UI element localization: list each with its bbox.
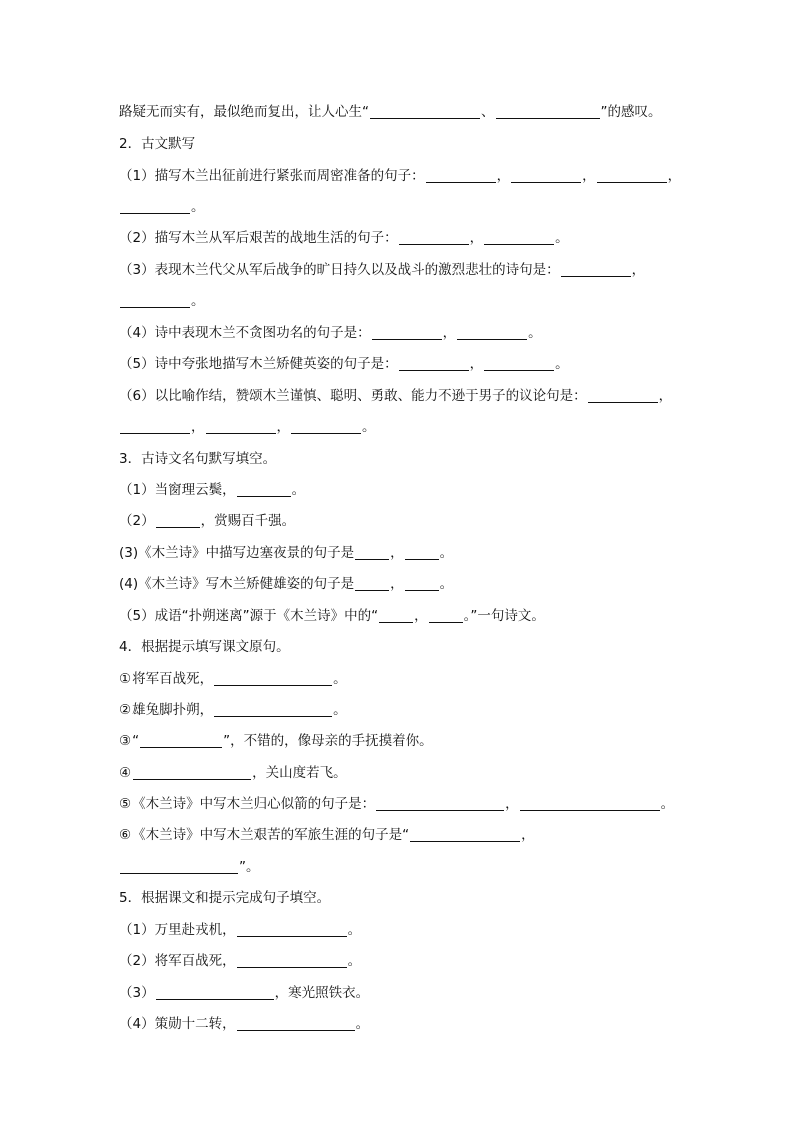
sec5-q2 <box>119 952 361 970</box>
sec4-q1 <box>119 670 347 688</box>
separator: ， <box>390 545 404 561</box>
circled-number: ⑥ <box>119 827 132 843</box>
sec2-q3 <box>119 261 645 279</box>
answer-blank[interactable] <box>410 827 520 842</box>
question-label: (3)《木兰诗》中描写边塞夜景的句子是 <box>119 545 355 561</box>
circled-number: ② <box>119 702 132 718</box>
sec4-q3 <box>119 732 433 750</box>
answer-blank[interactable] <box>511 168 581 183</box>
period: 。 <box>555 230 569 246</box>
answer-blank[interactable] <box>291 419 361 434</box>
sec2-q6 <box>119 387 672 405</box>
sec4-q6 <box>119 826 535 844</box>
answer-blank[interactable] <box>379 608 413 623</box>
answer-blank[interactable] <box>457 325 527 340</box>
answer-blank[interactable] <box>370 104 480 119</box>
answer-blank[interactable] <box>214 671 332 686</box>
answer-blank[interactable] <box>561 262 631 277</box>
sec2-q3-cont <box>119 292 205 310</box>
question-text: ”。 <box>239 859 260 875</box>
sec5-q4 <box>119 1015 369 1033</box>
question-label: (4)《木兰诗》写木兰矫健雄姿的句子是 <box>119 576 355 592</box>
sec2-q2 <box>119 229 569 247</box>
sec5-q1 <box>119 921 361 939</box>
question-label: （2）描写木兰从军后艰苦的战地生活的句子： <box>119 230 398 246</box>
sec3-q4 <box>119 575 453 593</box>
period: 。 <box>333 702 347 718</box>
question-label: （5）成语“扑朔迷离”源于《木兰诗》中的“ <box>119 608 379 624</box>
answer-blank[interactable] <box>496 104 600 119</box>
sec2-q1 <box>119 167 681 185</box>
answer-blank[interactable] <box>120 293 190 308</box>
question-text: ”，不错的，像母亲的手抚摸着你。 <box>223 733 433 749</box>
sec4-q6-cont <box>119 858 260 876</box>
question-label: （1）当窗理云鬓， <box>119 482 236 498</box>
separator: ， <box>521 827 535 843</box>
question-label: （2）将军百战死， <box>119 953 236 969</box>
period: 。 <box>355 1016 370 1032</box>
separator: ， <box>496 168 511 184</box>
question-label: 雄兔脚扑朔， <box>132 702 214 718</box>
answer-blank[interactable] <box>237 482 291 497</box>
period: 。 <box>191 199 205 215</box>
question-label: （1）描写木兰出征前进行紧张而周密准备的句子： <box>119 168 425 184</box>
separator: ， <box>469 356 484 372</box>
sec4-q5 <box>119 795 674 813</box>
sec3-q5 <box>119 607 545 625</box>
answer-blank[interactable] <box>237 922 347 937</box>
answer-blank[interactable] <box>156 985 274 1000</box>
period: 。 <box>555 356 569 372</box>
intro-text-3: ”的感叹。 <box>600 104 662 120</box>
separator: ， <box>631 262 646 278</box>
question-label: “ <box>132 733 140 749</box>
answer-blank[interactable] <box>399 356 469 371</box>
answer-blank[interactable] <box>588 388 658 403</box>
question-label: （5）诗中夸张地描写木兰矫健英姿的句子是： <box>119 356 398 372</box>
answer-blank[interactable] <box>597 168 667 183</box>
answer-blank[interactable] <box>237 953 347 968</box>
section-3-title: 3．古诗文名句默写填空。 <box>119 451 277 467</box>
sec2-q6-cont <box>119 418 376 436</box>
separator: ， <box>276 419 290 435</box>
answer-blank[interactable] <box>399 230 469 245</box>
answer-blank[interactable] <box>355 576 389 591</box>
sec3-q3 <box>119 544 453 562</box>
circled-number: ⑤ <box>119 796 132 812</box>
sec2-q4 <box>119 324 542 342</box>
period: 。 <box>347 922 362 938</box>
period: 。 <box>362 419 376 435</box>
sec3-q2 <box>119 512 295 530</box>
separator: ， <box>582 168 596 184</box>
intro-text-1: 路疑无而实有，最似绝而复出，让人心生“ <box>119 104 369 120</box>
period: 。 <box>528 325 542 341</box>
question-label: （1）万里赴戎机， <box>119 922 236 938</box>
period: 。 <box>439 545 454 561</box>
circled-number: ③ <box>119 733 132 749</box>
separator: ， <box>191 419 205 435</box>
period: 。 <box>191 293 205 309</box>
answer-blank[interactable] <box>133 765 251 780</box>
answer-blank[interactable] <box>237 1016 355 1031</box>
answer-blank[interactable] <box>120 419 190 434</box>
sec4-q4 <box>119 764 347 782</box>
circled-number: ① <box>119 671 132 687</box>
question-label: （3）表现木兰代父从军后战争的旷日持久以及战斗的激烈悲壮的诗句是： <box>119 262 560 278</box>
separator: ， <box>505 796 519 812</box>
separator: ， <box>414 608 428 624</box>
sec2-q1-cont <box>119 198 205 216</box>
section-2-title: 2．古文默写 <box>119 136 196 152</box>
separator: ， <box>667 168 682 184</box>
sec3-q1 <box>119 481 305 499</box>
separator: ， <box>390 576 404 592</box>
answer-blank[interactable] <box>120 199 190 214</box>
section-4-title: 4．根据提示填写课文原句。 <box>119 639 290 655</box>
period: 。 <box>439 576 454 592</box>
intro-text-2: 、 <box>481 104 495 120</box>
answer-blank[interactable] <box>206 419 276 434</box>
separator: ， <box>658 388 673 404</box>
question-text: ，关山度若飞。 <box>252 765 347 781</box>
answer-blank[interactable] <box>484 356 554 371</box>
question-label: 《木兰诗》中写木兰归心似箭的句子是： <box>132 796 376 812</box>
answer-blank[interactable] <box>405 545 439 560</box>
answer-blank[interactable] <box>520 796 660 811</box>
answer-blank[interactable] <box>372 325 442 340</box>
intro-line <box>119 103 662 121</box>
question-text: ，寒光照铁衣。 <box>274 985 370 1001</box>
sec2-q5 <box>119 355 569 373</box>
question-text: ，赏赐百千强。 <box>200 513 296 529</box>
question-label: （2） <box>119 513 155 529</box>
sec5-q3 <box>119 984 369 1002</box>
sec4-q2 <box>119 701 347 719</box>
period: 。 <box>660 796 675 812</box>
answer-blank[interactable] <box>405 576 439 591</box>
answer-blank[interactable] <box>120 859 238 874</box>
separator: ， <box>469 230 484 246</box>
answer-blank[interactable] <box>140 733 222 748</box>
answer-blank[interactable] <box>156 513 200 528</box>
period: 。 <box>333 671 347 687</box>
question-label: （6）以比喻作结，赞颂木兰谨慎、聪明、勇敢、能力不逊于男子的议论句是： <box>119 388 587 404</box>
answer-blank[interactable] <box>214 702 332 717</box>
separator: ， <box>442 325 457 341</box>
answer-blank[interactable] <box>426 168 496 183</box>
question-label: （3） <box>119 985 155 1001</box>
question-label: 《木兰诗》中写木兰艰苦的军旅生涯的句子是“ <box>132 827 410 843</box>
question-label: （4）策勋十二转， <box>119 1016 236 1032</box>
answer-blank[interactable] <box>429 608 463 623</box>
answer-blank[interactable] <box>376 796 504 811</box>
question-label: 将军百战死， <box>132 671 214 687</box>
period: 。 <box>291 482 306 498</box>
section-5-title: 5．根据课文和提示完成句子填空。 <box>119 890 331 906</box>
answer-blank[interactable] <box>355 545 389 560</box>
question-label: （4）诗中表现木兰不贪图功名的句子是： <box>119 325 371 341</box>
answer-blank[interactable] <box>484 230 554 245</box>
question-text: 。”一句诗文。 <box>463 608 545 624</box>
circled-number: ④ <box>119 765 132 781</box>
period: 。 <box>347 953 362 969</box>
